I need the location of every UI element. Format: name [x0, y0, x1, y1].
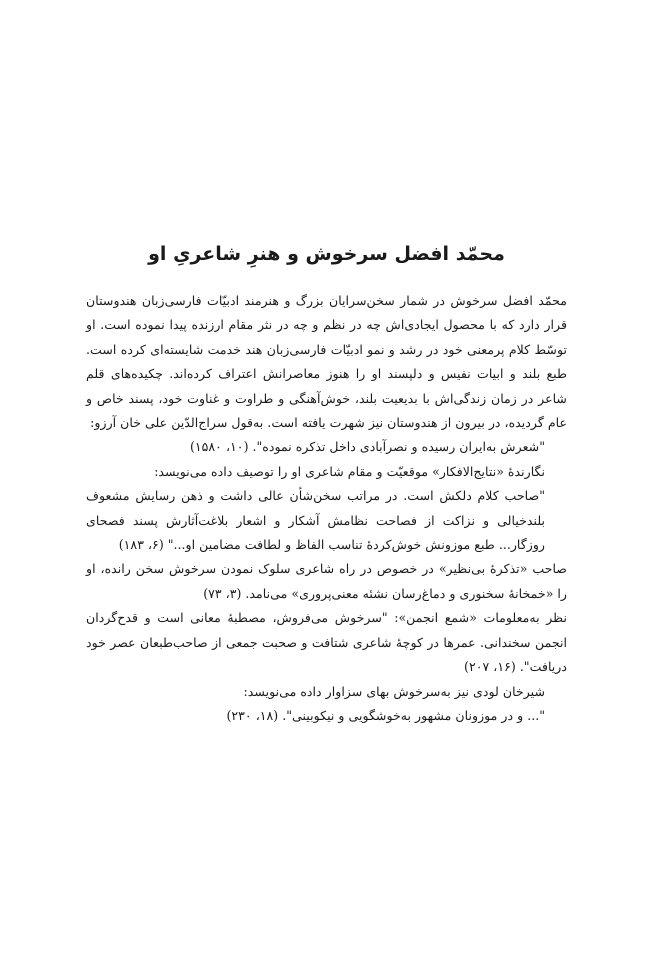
- paragraph: صاحب «تذکرهٔ بی‌نظیر» در خصوص در راه شاعری سلوک نمودن سرخوش سخن رانده، او را «خمخانهٔ سخنوری و دماغ‌رسان نشئه معنی‌پروری» می‌نامد. (۳، ۷۳): [86, 561, 567, 601]
- page-title: محمّد افضل سرخوش و هنرِ شاعریِ او: [148, 243, 505, 265]
- paragraph: شیرخان لودی نیز به‌سرخوش بهای سزاوار داده می‌نویسد:: [243, 683, 545, 699]
- paragraph: نظر به‌معلومات «شمع انجمن»: "سرخوش می‌فروش، مصطبهٔ معانی است و قدح‌گردان انجمن سخندانی. عمرها در کوچهٔ شاعری شتافت و صحبت جمعی از صاحب‌طبعان عصر خود دریافت". (۱۶، ۲۰۷): [86, 610, 567, 675]
- quote-paragraph: "صاحب کلام دلکش است. در مراتب سخن‌شأن عالی داشت و ذهن رسایش مشعوف بلندخیالی و نزاکت از فصاحت نظامش آشکار و اشعار بلاغت‌آثارش پسند فصحای روزگار... طبع موزونش خوش‌کردهٔ تناسب الفاظ و لطافت مضامین او..." (۶، ۱۸۳): [86, 488, 545, 553]
- paragraph: محمّد افضل سرخوش در شمار سخن‌سرایان بزرگ و هنرمند ادبیّات فارسی‌زبان هندوستان قرار دارد که با محصول ایجادی‌اش چه در نظم و چه در نثر مقام ارزنده پیدا نموده است. او توسّط کلام پرمعنی خود در رشد و نمو ادبیّات فارسی‌زبان هند خدمت شایسته‌ای کرده است. طبع بلند و ابیات نفیس و دلپسند او را هنوز معاصرانش اعتراف کرده‌اند. چکیده‌های قلم شاعر در زمان زندگی‌اش با بدیعیت بلند، خوش‌آهنگی و طراوت و غناوت خود، پسند خاص و عام گردیده، در بیرون از هندوستان نیز شهرت یافته است. به‌قول سراج‌الدّین علی خان آرزو:: [86, 293, 567, 431]
- body-text: [86, 289, 567, 728]
- quote-paragraph: "شعرش به‌ایران رسیده و نصرآبادی داخل تذکره نموده". (۱۰، ۱۵۸۰): [189, 439, 545, 455]
- paragraph: نگارندهٔ «نتایج‌الافکار» موقعیّت و مقام شاعری او را توصیف داده می‌نویسد:: [154, 463, 545, 479]
- quote-paragraph: "... و در موزونان مشهور به‌خوشگویی و نیکوبینی". (۱۸، ۲۳۰): [226, 707, 545, 723]
